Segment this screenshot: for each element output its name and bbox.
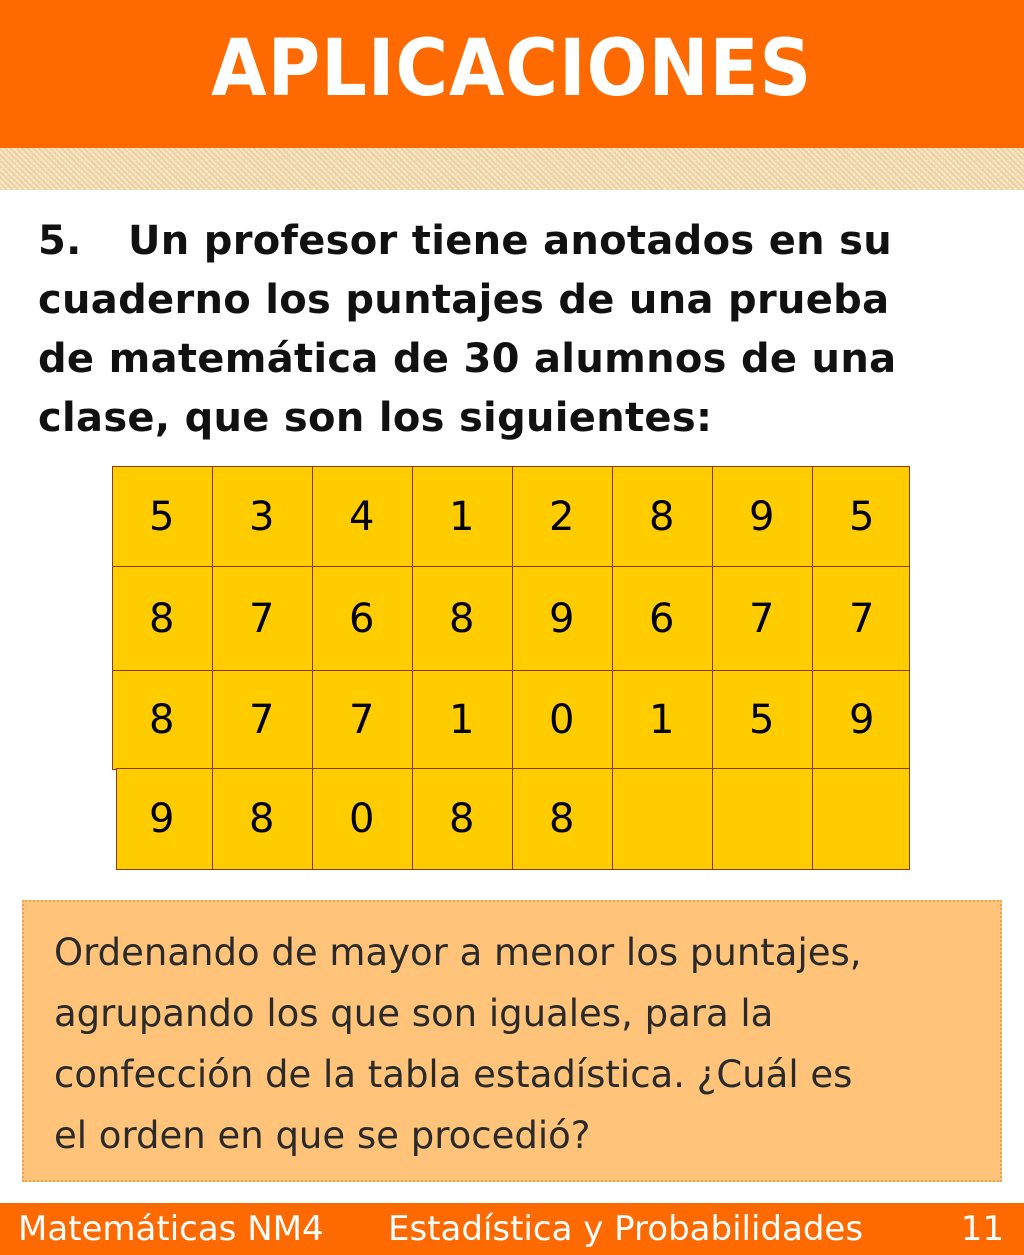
score-cell: 5 <box>112 466 214 568</box>
score-cell: 7 <box>212 566 314 672</box>
score-cell: 5 <box>712 670 814 770</box>
score-cell: 1 <box>412 670 514 770</box>
question-line-1 <box>38 212 998 271</box>
score-cell: 3 <box>212 466 314 568</box>
score-cell: 9 <box>512 566 614 672</box>
score-cell: 8 <box>512 768 614 870</box>
answer-line-1: Ordenando de mayor a menor los puntajes, <box>54 931 862 974</box>
question-line-3: de matemática de 30 alumnos de una <box>38 336 897 382</box>
answer-line-3: confección de la tabla estadística. ¿Cuál es <box>54 1053 853 1096</box>
answer-text <box>54 922 862 1166</box>
score-cell: 2 <box>512 466 614 568</box>
score-cell: 7 <box>712 566 814 672</box>
score-cell: 7 <box>812 566 910 672</box>
footer-bar <box>0 1203 1024 1255</box>
answer-box <box>22 900 1002 1182</box>
score-cell: 8 <box>612 466 714 568</box>
page-number: 11 <box>960 1209 1004 1249</box>
score-cell-empty <box>612 768 714 870</box>
answer-line-2: agrupando los que son iguales, para la <box>54 992 774 1035</box>
score-cell: 8 <box>412 768 514 870</box>
score-cell: 6 <box>612 566 714 672</box>
score-cell: 0 <box>312 768 414 870</box>
score-cell: 8 <box>412 566 514 672</box>
score-cell: 7 <box>212 670 314 770</box>
score-cell: 8 <box>212 768 314 870</box>
question-number: 5. <box>38 218 82 264</box>
question-line-4: clase, que son los siguientes: <box>38 395 713 441</box>
footer-course: Matemáticas NM4 <box>18 1209 324 1249</box>
question-text <box>38 212 998 448</box>
score-cell: 7 <box>312 670 414 770</box>
score-cell: 1 <box>412 466 514 568</box>
scores-table <box>112 466 912 870</box>
score-cell: 9 <box>812 670 910 770</box>
question-line-2: cuaderno los puntajes de una prueba <box>38 277 890 323</box>
score-cell: 8 <box>112 566 214 672</box>
score-cell: 9 <box>116 768 214 870</box>
decorative-stripe <box>0 148 1024 190</box>
score-cell-empty <box>712 768 814 870</box>
answer-line-4: el orden en que se procedió? <box>54 1114 591 1157</box>
score-cell: 0 <box>512 670 614 770</box>
score-cell: 4 <box>312 466 414 568</box>
footer-subject: Estadística y Probabilidades <box>388 1209 864 1249</box>
header-banner <box>0 0 1024 148</box>
page-title: APLICACIONES <box>211 24 813 114</box>
score-cell: 5 <box>812 466 910 568</box>
score-cell: 1 <box>612 670 714 770</box>
score-cell: 8 <box>112 670 214 770</box>
score-cell: 6 <box>312 566 414 672</box>
question-line-1-text: Un profesor tiene anotados en su <box>128 218 893 264</box>
score-cell-empty <box>812 768 910 870</box>
score-cell: 9 <box>712 466 814 568</box>
